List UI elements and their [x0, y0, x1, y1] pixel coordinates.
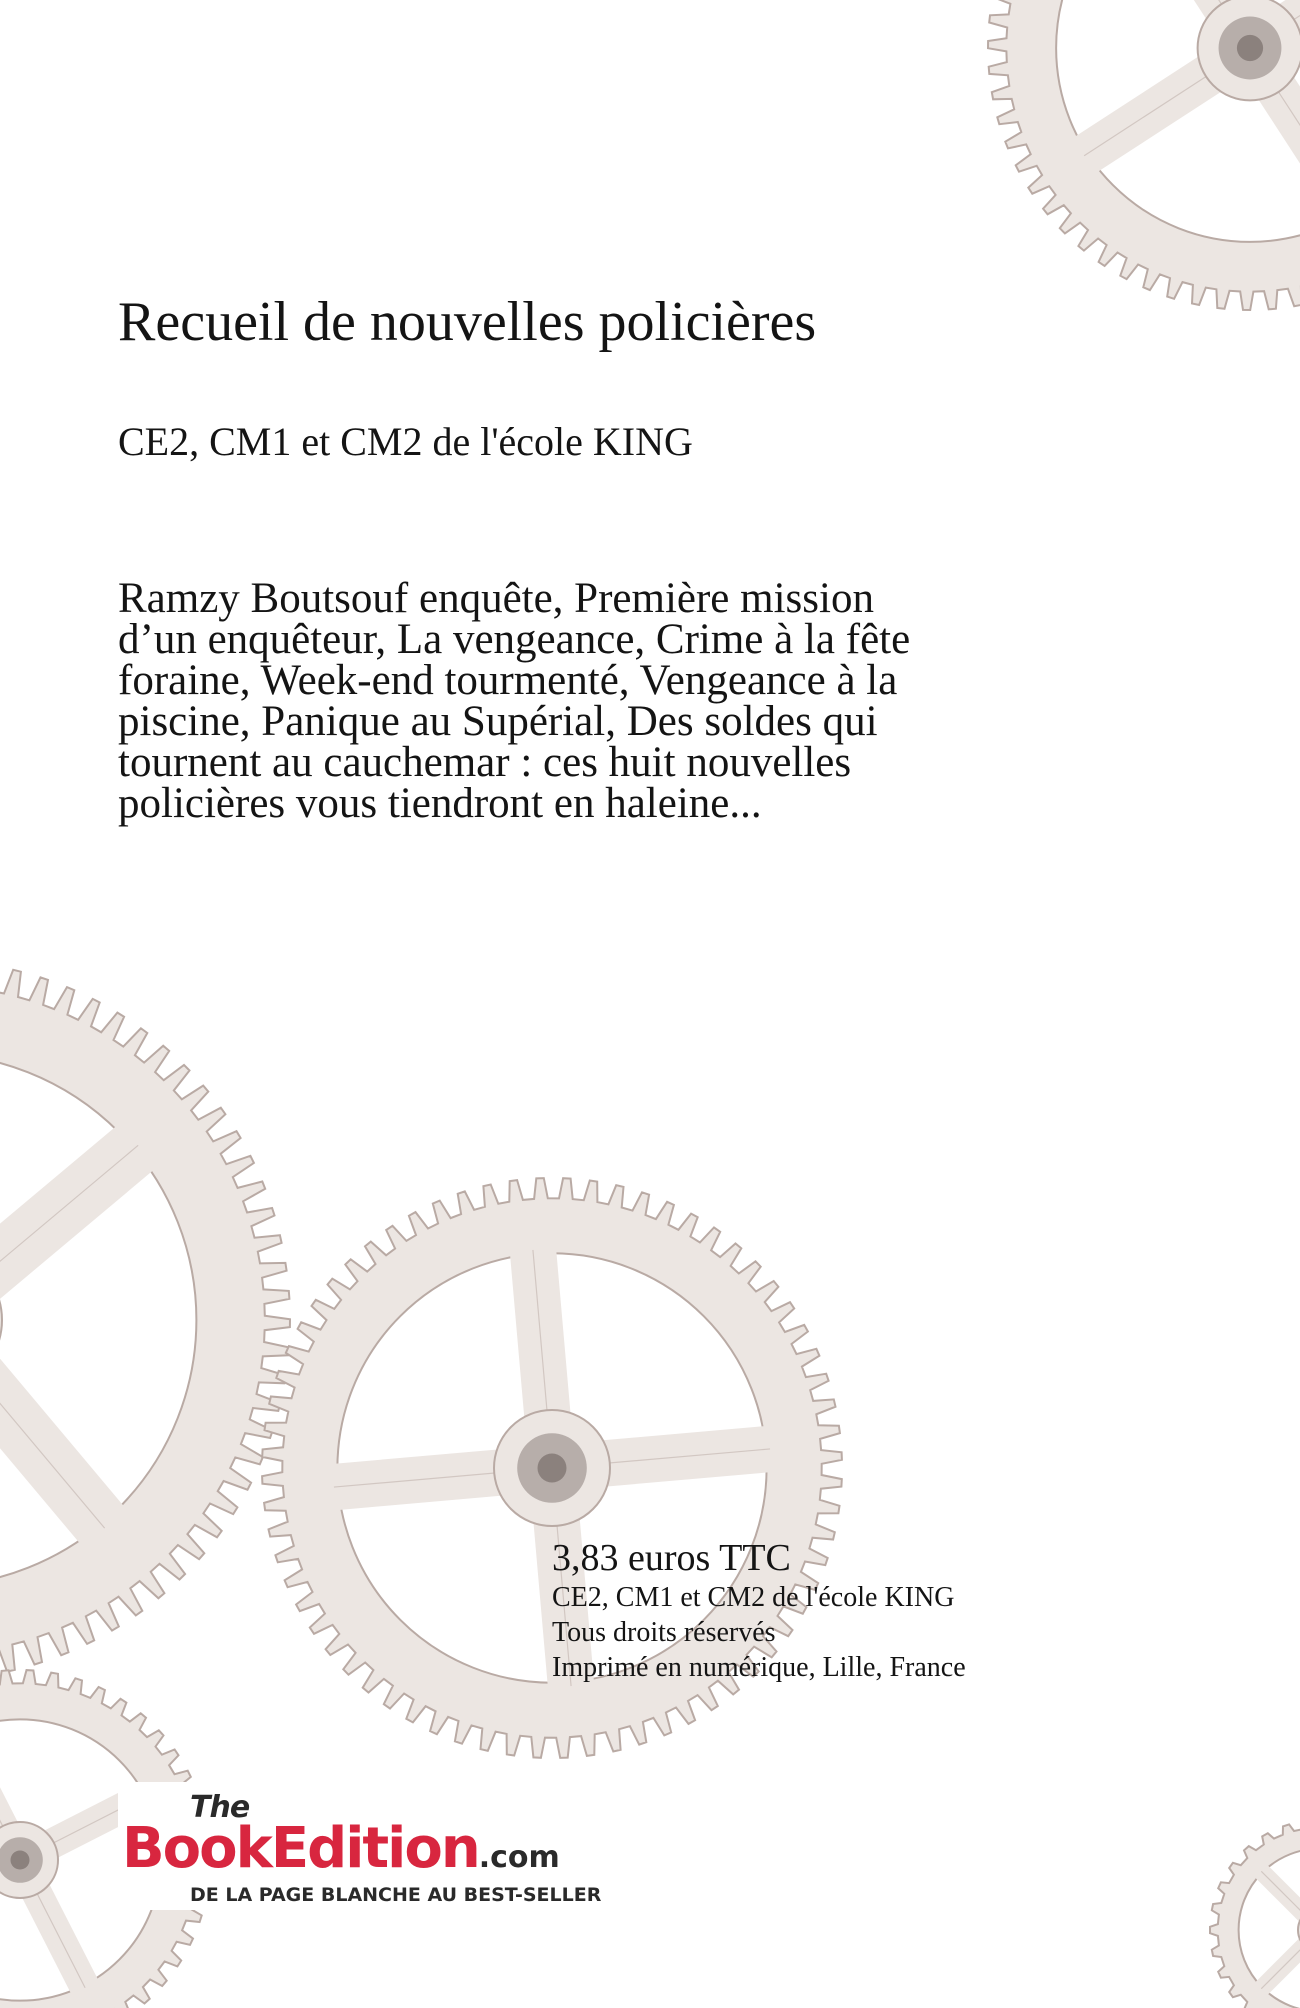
book-title: Recueil de nouvelles policières [118, 291, 817, 353]
gear-icon [0, 960, 290, 1680]
logo-tagline: DE LA PAGE BLANCHE AU BEST-SELLER [190, 1884, 602, 1906]
price-label: 3,83 euros TTC [552, 1537, 791, 1579]
rights-notice: Tous droits réservés [552, 1617, 776, 1648]
logo-wordmark [122, 1816, 560, 1881]
book-author: CE2, CM1 et CM2 de l'école KING [118, 419, 693, 464]
imprint-author: CE2, CM1 et CM2 de l'école KING [552, 1582, 955, 1613]
gear-icon [1210, 1820, 1300, 2008]
printing-info: Imprimé en numérique, Lille, France [552, 1652, 966, 1683]
logo-the-text: The [190, 1790, 250, 1825]
back-cover-blurb: Ramzy Boutsouf enquête, Première mission d’un enquêteur, La vengeance, Crime à la fête foraine, Week-end tourmenté, Vengeance à la piscine, Panique au Supérial, Des soldes qui tournent au cauchemar : ces huit nouvelles policières vous tiendront en haleine... [118, 575, 911, 827]
imprint-block [552, 1536, 966, 1685]
logo-brand-text: BookEdition [122, 1816, 479, 1881]
logo-domain-text: .com [478, 1840, 560, 1875]
publisher-logo [118, 1782, 698, 1910]
gear-icon [988, 0, 1300, 310]
